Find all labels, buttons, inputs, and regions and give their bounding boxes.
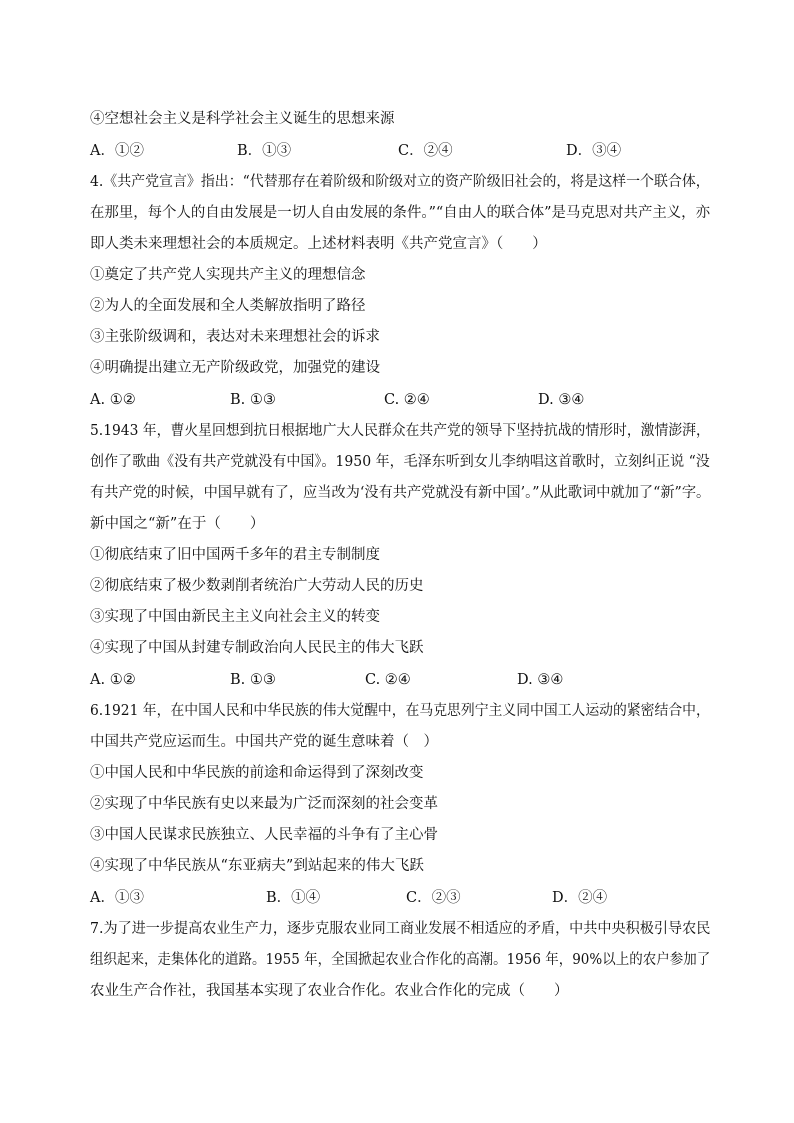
q6-option-d[interactable]: D．②④ (552, 890, 608, 906)
q3-option-d[interactable]: D．③④ (566, 143, 622, 159)
q5-option-d[interactable]: D. ③④ (517, 672, 564, 688)
q5-statement-4: ④实现了中国从封建专制政治向人民民主的伟大飞跃 (90, 640, 424, 656)
q4-option-a[interactable]: A. ①② (90, 392, 136, 408)
q4-statement-2: ②为人的全面发展和全人类解放指明了路径 (90, 298, 366, 314)
q4-statement-4: ④明确提出建立无产阶级政党，加强党的建设 (90, 360, 380, 376)
q6-statement-3: ③中国人民谋求民族独立、人民幸福的斗争有了主心骨 (90, 827, 438, 843)
q6-option-b[interactable]: B．①④ (266, 890, 321, 906)
q3-option-b[interactable]: B．①③ (237, 143, 292, 159)
q6-option-c[interactable]: C．②③ (406, 890, 461, 906)
q5-statement-3: ③实现了中国由新民主主义向社会主义的转变 (90, 609, 380, 625)
q3-option-c[interactable]: C．②④ (398, 143, 453, 159)
q5-option-a[interactable]: A. ①② (90, 672, 136, 688)
q4-option-c[interactable]: C. ②④ (384, 392, 430, 408)
q4-option-b[interactable]: B. ①③ (230, 392, 276, 408)
q4-statement-1: ①奠定了共产党人实现共产主义的理想信念 (90, 267, 366, 283)
q7-stem-line-3: 农业生产合作社，我国基本实现了农业合作化。农业合作化的完成（ ） (90, 983, 569, 999)
q3-statement-4: ④空想社会主义是科学社会主义诞生的思想来源 (90, 111, 395, 127)
q5-stem-line-1: 5.1943 年，曹火星回想到抗日根据地广大人民群众在共产党的领导下坚持抗战的情形时，激情澎湃， (90, 423, 710, 439)
q7-stem-line-2: 组织起来，走集体化的道路。1955 年，全国掀起农业合作化的高潮。1956 年，90%以上的农户参加了 (90, 952, 711, 968)
q5-statement-2: ②彻底结束了极少数剥削者统治广大劳动人民的历史 (90, 578, 424, 594)
q3-option-a[interactable]: A．①② (90, 143, 144, 159)
q5-stem-line-2: 创作了歌曲《没有共产党就没有中国》。1950 年，毛泽东听到女儿李纳唱这首歌时，立刻纠正说 “没 (90, 454, 710, 470)
q6-option-a[interactable]: A．①③ (90, 890, 144, 906)
q6-stem-line-1: 6.1921 年，在中国人民和中华民族的伟大觉醒中，在马克思列宁主义同中国工人运动的紧密结合中， (90, 703, 710, 719)
q6-statement-2: ②实现了中华民族有史以来最为广泛而深刻的社会变革 (90, 796, 438, 812)
q6-statement-4: ④实现了中华民族从“东亚病夫”到站起来的伟大飞跃 (90, 858, 424, 874)
q7-stem-line-1: 7.为了进一步提高农业生产力，逐步克服农业同工商业发展不相适应的矛盾，中共中央积极引导农民 (90, 921, 711, 937)
q5-option-c[interactable]: C. ②④ (365, 672, 411, 688)
q5-statement-1: ①彻底结束了旧中国两千多年的君主专制制度 (90, 547, 380, 563)
q5-stem-line-4: 新中国之“新”在于（ ） (90, 516, 265, 532)
q6-stem-line-2: 中国共产党应运而生。中国共产党的诞生意味着（ ） (90, 734, 438, 750)
q5-option-b[interactable]: B. ①③ (230, 672, 276, 688)
q6-statement-1: ①中国人民和中华民族的前途和命运得到了深刻改变 (90, 765, 424, 781)
q4-stem-line-2: 在那里，每个人的自由发展是一切人自由发展的条件。”“自由人的联合体”是马克思对共产主义，亦 (90, 205, 711, 221)
q4-option-d[interactable]: D. ③④ (538, 392, 585, 408)
q4-stem-line-1: 4.《共产党宣言》指出：“代替那存在着阶级和阶级对立的资产阶级旧社会的，将是这样一个联合体， (90, 174, 710, 190)
q4-statement-3: ③主张阶级调和，表达对未来理想社会的诉求 (90, 329, 380, 345)
q5-stem-line-3: 有共产党的时候，中国早就有了，应当改为‘没有共产党就没有新中国’。”从此歌词中就加了“新”字。 (90, 485, 711, 501)
q4-stem-line-3: 即人类未来理想社会的本质规定。上述材料表明《共产党宣言》（ ） (90, 236, 547, 252)
